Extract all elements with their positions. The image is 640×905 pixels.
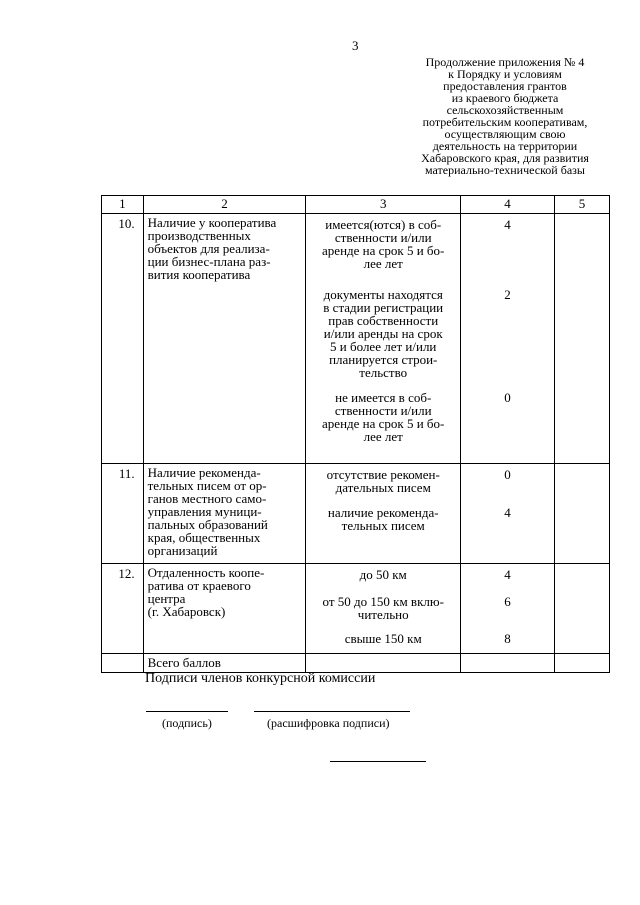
header-note-line: Хабаровского края, для развития [421,151,589,165]
points-value: 4 [504,217,511,232]
header-note-line: к Порядку и условиям [448,67,562,81]
criterion-line: ратива от краевого [147,578,251,593]
options-cell [306,214,460,464]
criterion-line: Отдаленность коопе- [147,565,265,580]
criterion-line: пальных образований [147,517,268,532]
option-line: лее лет [363,256,403,271]
score-cell [555,564,610,654]
criterion-line: ганов местного само- [147,491,267,506]
option-line: ственности и/или [334,403,432,418]
points-value: 4 [504,505,511,520]
decoding-line [254,711,410,712]
column-header: 4 [460,196,554,214]
signatures-heading: Подписи членов конкурсной комиссии [145,671,376,686]
option-line: 5 и более лет и/или [330,339,437,354]
header-note-line: сельскохозяйственным [446,103,564,117]
criterion-line: (г. Хабаровск) [147,604,226,619]
header-note-line: из краевого бюджета [451,91,559,105]
score-cell [555,214,610,464]
option-line: ственности и/или [334,230,432,245]
date-line [330,761,426,762]
points-value: 4 [504,567,511,582]
header-note-line: потребительским кооперативам, [422,115,588,129]
option-text [306,591,459,631]
criterion-line: Наличие рекоменда- [147,465,261,480]
option-line: аренде на срок 5 и бо- [322,243,445,258]
option-line: не имеется в соб- [335,390,432,405]
options-cell [306,464,460,564]
option-line: от 50 до 150 км вклю- [322,594,444,609]
total-empty-cell [460,654,554,673]
table-row [102,564,610,654]
option-line: лее лет [363,429,403,444]
decoding-caption: (расшифровка подписи) [267,716,390,730]
option-line: планируется строи- [329,352,438,367]
option-line: до 50 км [359,567,407,582]
option-line: документы находятся [323,287,443,302]
points-value: 0 [504,467,511,482]
points-cell [460,214,554,464]
total-number-cell [102,654,144,673]
criterion-line: объектов для реализа- [147,241,270,256]
option-line: имеется(ются) в соб- [325,217,442,232]
option-line: чительно [357,607,409,622]
criterion-line: края, общественных [147,530,261,545]
criteria-table [101,195,610,673]
option-line: в стадии регистрации [323,300,444,315]
criterion-line: организаций [147,543,218,558]
option-text [306,564,459,591]
option-line: отсутствие рекомен- [326,467,440,482]
criterion-cell [143,214,306,464]
points-value: 0 [504,390,511,405]
row-number: 11. [102,464,144,564]
score-cell [555,464,610,564]
option-text [306,464,459,502]
total-score-cell [555,654,610,673]
option-line: прав собственности [328,313,439,328]
option-line: аренде на срок 5 и бо- [322,416,445,431]
header-note-line: деятельность на территории [432,139,578,153]
total-label: Всего баллов [143,654,306,673]
criterion-line: ции бизнес-плана раз- [147,254,271,269]
table-row [102,214,610,464]
criterion-line: вития кооператива [147,267,251,282]
option-line: дательных писем [335,480,431,495]
option-line: свыше 150 км [344,631,422,646]
header-note-line: материально-технической базы [425,163,585,177]
option-text [306,502,459,532]
table-header-row [102,196,610,214]
option-text [306,383,459,443]
header-note [396,56,614,176]
signature-line [146,711,228,712]
points-value: 6 [504,594,511,609]
column-header: 1 [102,196,144,214]
column-header: 2 [143,196,306,214]
points-cell [460,564,554,654]
row-number: 10. [102,214,144,464]
criterion-line: тельных писем от ор- [147,478,267,493]
option-text [306,276,459,383]
total-row [102,654,610,673]
row-number: 12. [102,564,144,654]
criterion-line: центра [147,591,186,606]
total-empty-cell [306,654,460,673]
page-number: 3 [352,38,359,53]
table-row [102,464,610,564]
column-header: 3 [306,196,460,214]
points-value: 2 [504,287,511,302]
option-text [306,214,459,276]
option-line: наличие рекоменда- [327,505,439,520]
header-note-line: Продолжение приложения № 4 [425,55,585,69]
criterion-cell [143,564,306,654]
option-text [306,631,459,645]
criterion-line: Наличие у кооператива [147,215,277,230]
points-value: 8 [504,631,511,646]
header-note-line: предоставления грантов [443,79,567,93]
option-line: и/или аренды на срок [323,326,443,341]
header-note-line: осуществляющим свою [444,127,566,141]
criterion-line: управления муници- [147,504,262,519]
points-cell [460,464,554,564]
options-cell [306,564,460,654]
option-line: тельных писем [341,518,425,533]
option-line: тельство [359,365,408,380]
column-header: 5 [555,196,610,214]
signature-caption: (подпись) [162,716,212,730]
criterion-cell [143,464,306,564]
criterion-line: производственных [147,228,251,243]
